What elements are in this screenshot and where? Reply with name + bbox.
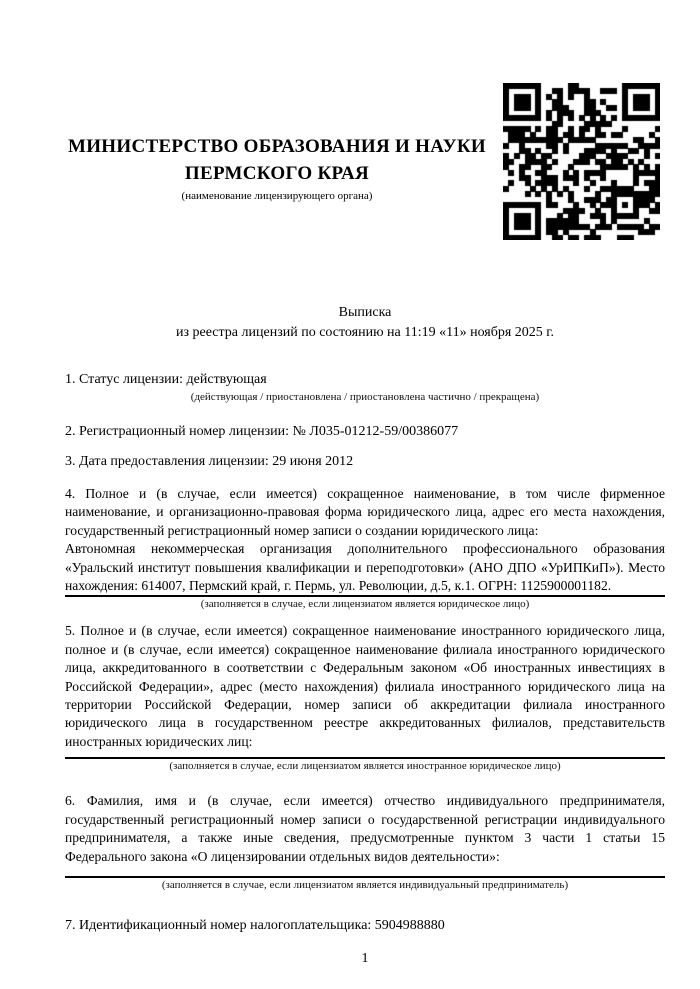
field-registration-number: 2. Регистрационный номер лицензии: № Л035-01212-59/00386077 bbox=[65, 424, 459, 439]
qr-code bbox=[503, 83, 660, 240]
document-body bbox=[65, 303, 665, 969]
ministry-name-line2: ПЕРМСКОГО КРАЯ bbox=[184, 163, 370, 184]
document-title-line2: из реестра лицензий по состоянию на 11:19 «11» ноября 2025 г. bbox=[176, 325, 554, 340]
document-title bbox=[65, 303, 665, 343]
document-title-line1: Выписка bbox=[338, 305, 392, 320]
licensing-authority bbox=[65, 133, 489, 203]
entrepreneur-note: (заполняется в случае, если лицензиатом является индивидуальный предприниматель) bbox=[161, 878, 569, 891]
ministry-caption: (наименование лицензирующего органа) bbox=[181, 190, 373, 202]
field-inn: 7. Идентификационный номер налогоплательщика: 5904988880 bbox=[65, 917, 445, 933]
field-entrepreneur-label: 6. Фамилия, имя и (в случае, если имеется) отчество индивидуального предпринимателя, государственный регистрационный номер записи о государственной регистрации индивидуального предпринимателя, а также иные сведения, предусмотренные пунктом 3 части 1 статьи 15 Федерального закона «О лицензировании отдельных видов деятельности»: bbox=[65, 793, 665, 864]
field-grant-date: 3. Дата предоставления лицензии: 29 июня 2012 bbox=[65, 454, 354, 469]
field-legal-entity-value: Автономная некоммерческая организация дополнительного профессионального образования «Уральский институт повышения квалификации и переподготовки» (АНО ДПО «УрИПКиП»). Место нахождения: 614007, Пермский край, г. Пермь, ул. Революции, д.5, к.1. ОГРН: 1125900001182. bbox=[65, 541, 665, 594]
field-foreign-entity-label: 5. Полное и (в случае, если имеется) сокращенное наименование иностранного юридического лица, полное и (в случае, если имеется) сокращенное наименование филиала иностранного юридического лица, аккредитованного в соответствии с Федеральным законом «Об иностранных инвестициях в Российской Федерации», адрес (место нахождения) филиала иностранного юридического лица на территории Российской Федерации, номер записи об аккредитации филиала иностранного юридического лица в государственном реестре аккредитованных филиалов, представительств иностранных юридических лиц: bbox=[65, 623, 665, 749]
legal-entity-note: (заполняется в случае, если лицензиатом является юридическое лицо) bbox=[200, 598, 530, 611]
page-number: 1 bbox=[361, 950, 369, 966]
foreign-entity-note: (заполняется в случае, если лицензиатом является иностранное юридическое лицо) bbox=[169, 760, 561, 773]
ministry-name-line1: МИНИСТЕРСТВО ОБРАЗОВАНИЯ И НАУКИ bbox=[67, 136, 487, 157]
field-legal-entity-label: 4. Полное и (в случае, если имеется) сокращенное наименование, в том числе фирменное наименование, и организационно-правовая форма юридического лица, адрес его места нахождения, государственный регистрационный номер записи о создании юридического лица: bbox=[65, 486, 665, 538]
license-status-note: (действующая / приостановлена / приостановлена частично / прекращена) bbox=[190, 391, 540, 403]
field-license-status: 1. Статус лицензии: действующая bbox=[65, 372, 267, 387]
